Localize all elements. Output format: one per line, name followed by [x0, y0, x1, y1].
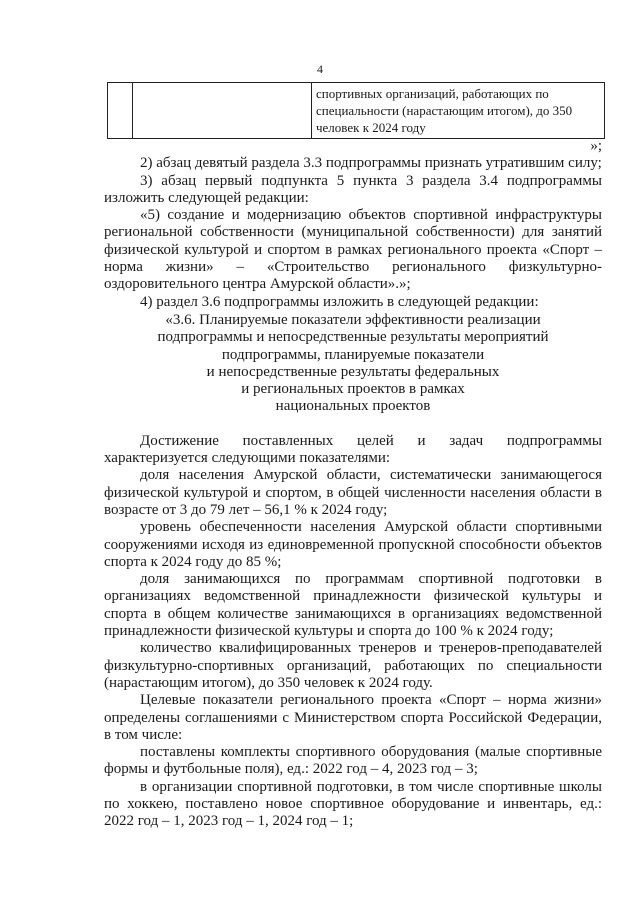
section-heading: [104, 312, 602, 416]
paragraph-indicator: доля населения Амурской области, систематически занимающегося физической культурой и спортом, в общей численности населения области в возрасте от 3 до 79 лет – 56,1 % к 2024 году;: [104, 467, 602, 518]
heading-line: «3.6. Планируемые показатели эффективности реализации: [165, 311, 541, 328]
item-4: 4) раздел 3.6 подпрограммы изложить в следующей редакции:: [140, 293, 539, 310]
continued-table: [107, 82, 605, 139]
heading-line: национальных проектов: [275, 398, 431, 415]
item-3: 3) абзац первый подпункта 5 пункта 3 раздела 3.4 подпрограммы изложить следующей редакции:: [104, 172, 602, 206]
page-number: 4: [317, 62, 323, 76]
paragraph-target: поставлены комплекты спортивного оборудования (малые спортивные формы и футбольные поля), ед.: 2022 год – 4, 2023 год – 3;: [104, 744, 602, 778]
table-cell-number: [108, 83, 133, 139]
paragraph-indicator: количество квалифицированных тренеров и тренеров-преподавателей физкультурно-спортивных организаций, работающих по специальности (нарастающим итогом), до 350 человек к 2024 году.: [104, 640, 602, 691]
heading-line: и непосредственные результаты федеральных: [206, 363, 500, 380]
closing-quote: »;: [590, 138, 602, 154]
paragraph-indicator: доля занимающихся по программам спортивной подготовки в организациях ведомственной принадлежности физической культуры и спорта в общем количестве занимающихся в организациях ведомственной принадлежности физической культуры и спорта до 100 % к 2024 году;: [104, 571, 602, 640]
heading-line: подпрограммы, планируемые показатели: [221, 346, 485, 363]
spacer: [104, 416, 602, 433]
heading-line: подпрограммы и непосредственные результаты мероприятий: [157, 329, 549, 346]
paragraph-targets: Целевые показатели регионального проекта «Спорт – норма жизни» определены соглашениями с Министерством спорта Российской Федерации, в том числе:: [104, 692, 602, 743]
paragraph-intro: Достижение поставленных целей и задач подпрограммы характеризуется следующими показателями:: [104, 432, 602, 467]
paragraph-indicator: уровень обеспеченности населения Амурской области спортивными сооружениями исходя из единовременной пропускной способности объектов спорта к 2024 году до 85 %;: [104, 519, 602, 570]
document-body: [104, 138, 602, 831]
table-row: [108, 83, 605, 139]
table-cell-value: спортивных организаций, работающих по специальности (нарастающим итогом), до 350 человек к 2024 году: [312, 83, 605, 139]
heading-line: и региональных проектов в рамках: [241, 381, 465, 398]
table-cell-name: [133, 83, 312, 139]
item-2: 2) абзац девятый раздела 3.3 подпрограммы признать утратившим силу;: [140, 155, 602, 172]
item-3-quote: «5) создание и модернизацию объектов спортивной инфраструктуры региональной собственности (муниципальной собственности) для занятий физической культурой и спортом в рамках регионального проекта «Спорт – норма жизни» – «Строительство регионального физкультурно-оздоровительного центра Амурской области».»;: [104, 207, 602, 293]
paragraph-target: в организации спортивной подготовки, в том числе спортивные школы по хоккею, поставлено новое спортивное оборудование и инвентарь, ед.: 2022 год – 1, 2023 год – 1, 2024 год – 1;: [104, 778, 602, 830]
